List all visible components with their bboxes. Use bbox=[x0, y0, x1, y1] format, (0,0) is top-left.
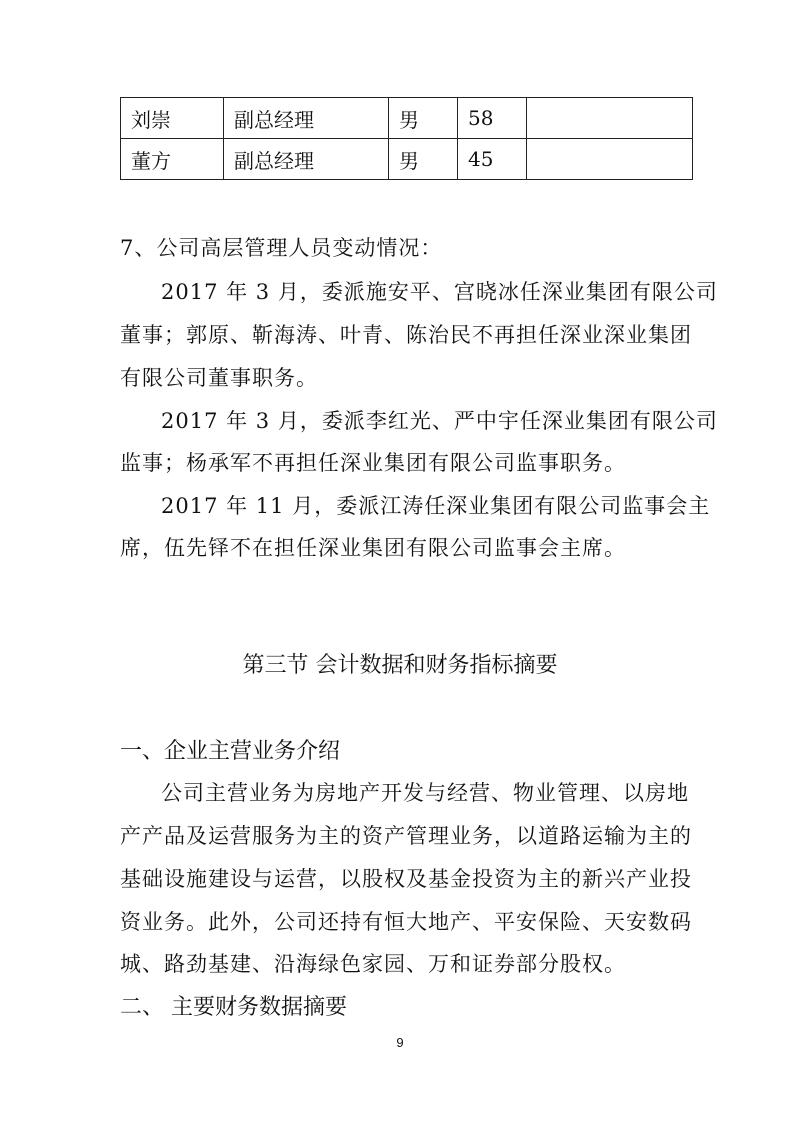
cell-title: 副总经理 bbox=[224, 98, 389, 139]
section-title: 第三节 会计数据和财务指标摘要 bbox=[242, 653, 558, 678]
cell-note bbox=[527, 98, 693, 139]
paragraph-line: 产产品及运营服务为主的资产管理业务，以道路运输为主的 bbox=[120, 824, 692, 848]
paragraph-line: 有限公司董事职务。 bbox=[120, 366, 318, 390]
paragraph-line: 基础设施建设与运营，以股权及基金投资为主的新兴产业投 bbox=[120, 867, 692, 891]
paragraph-line: 资业务。此外，公司还持有恒大地产、平安保险、天安数码 bbox=[120, 910, 692, 934]
cell-age: 58 bbox=[458, 98, 527, 139]
table-row bbox=[121, 139, 693, 180]
cell-name: 刘崇 bbox=[121, 98, 224, 139]
paragraph-line: 席，伍先铎不在担任深业集团有限公司监事会主席。 bbox=[120, 536, 626, 560]
paragraph-line: 公司主营业务为房地产开发与经营、物业管理、以房地 bbox=[161, 781, 689, 805]
page-number: 9 bbox=[396, 1035, 404, 1050]
paragraph-line: 2017 年 3 月，委派李红光、严中宇任深业集团有限公司 bbox=[161, 409, 718, 433]
cell-gender: 男 bbox=[389, 139, 458, 180]
section7-heading: 7、公司高层管理人员变动情况： bbox=[120, 236, 443, 260]
subsection-heading: 一、企业主营业务介绍 bbox=[120, 739, 341, 764]
subsection-heading: 二、 主要财务数据摘要 bbox=[120, 995, 347, 1020]
paragraph-line: 2017 年 11 月，委派江涛任深业集团有限公司监事会主 bbox=[161, 494, 711, 518]
paragraph-line: 城、路劲基建、沿海绿色家园、万和证券部分股权。 bbox=[120, 952, 626, 976]
paragraph-line: 董事；郭原、靳海涛、叶青、陈治民不再担任深业深业集团 bbox=[120, 323, 692, 347]
cell-gender: 男 bbox=[389, 98, 458, 139]
table-row bbox=[121, 98, 693, 139]
management-table bbox=[120, 97, 693, 180]
cell-note bbox=[527, 139, 693, 180]
cell-name: 董方 bbox=[121, 139, 224, 180]
cell-age: 45 bbox=[458, 139, 527, 180]
cell-title: 副总经理 bbox=[224, 139, 389, 180]
paragraph-line: 监事；杨承军不再担任深业集团有限公司监事职务。 bbox=[120, 451, 626, 475]
paragraph-line: 2017 年 3 月，委派施安平、宫晓冰任深业集团有限公司 bbox=[161, 280, 718, 304]
